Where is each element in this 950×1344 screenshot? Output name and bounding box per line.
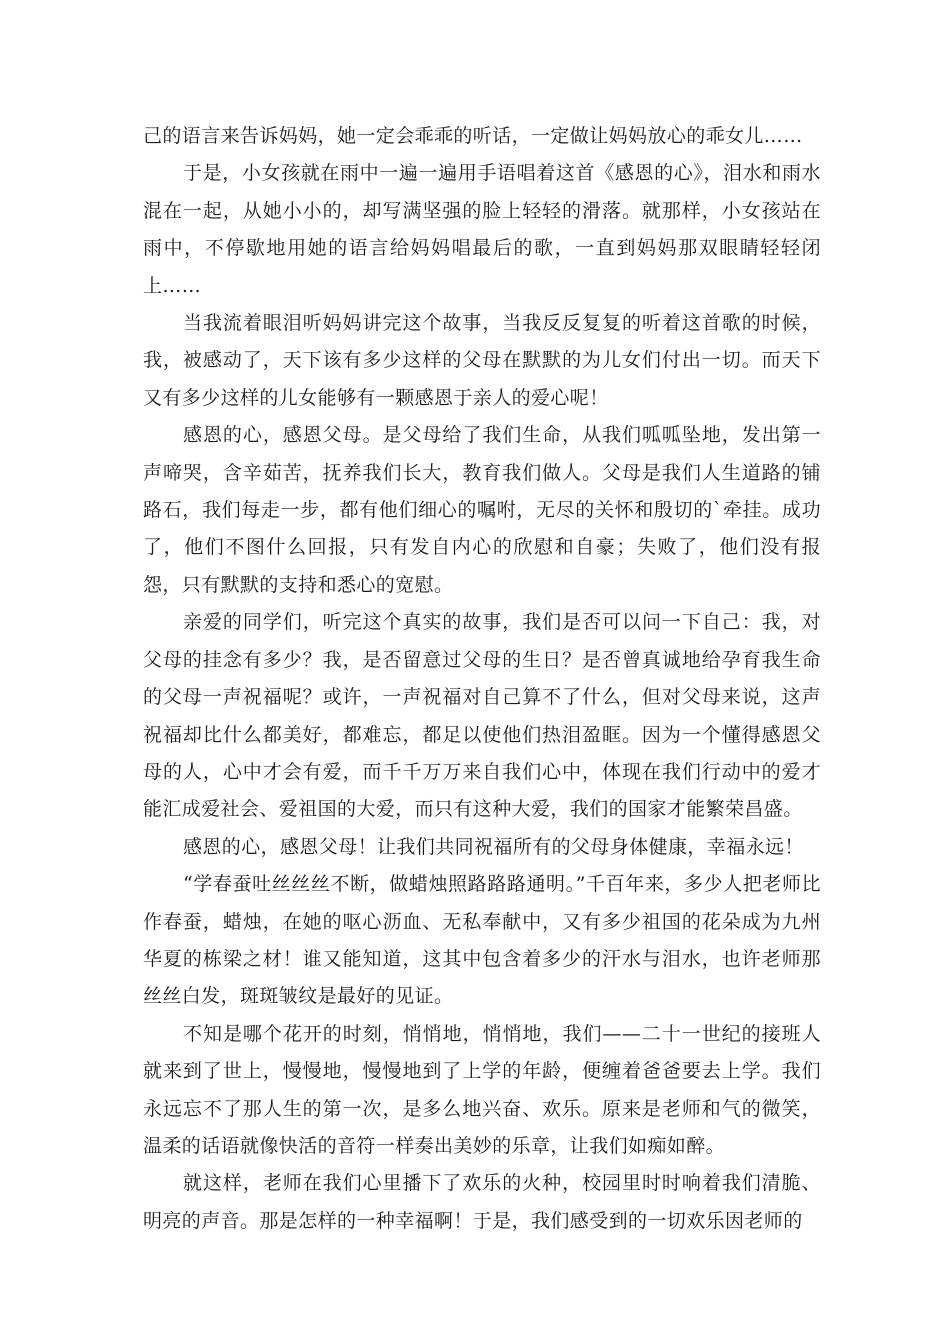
paragraph: 感恩的心，感恩父母！让我们共同祝福所有的父母身体健康，幸福永远！ — [183, 835, 804, 858]
document-body — [143, 118, 821, 1240]
paragraph: 亲爱的同学们，听完这个真实的故事，我们是否可以问一下自己：我，对父母的挂念有多少？我，是否留意过父母的生日？是否曾真诚地给孕育我生命的父母一声祝福呢？或许，一声祝福对自己算不了什么，但对父母来说，这声祝福却比什么都美好，都难忘，都足以使他们热泪盈眶。因为一个懂得感恩父母的人，心中才会有爱，而千千万万来自我们心中，体现在我们行动中的爱才能汇成爱社会、爱祖国的大爱，而只有这种大爱，我们的国家才能繁荣昌盛。 — [143, 611, 821, 821]
paragraph: 就这样，老师在我们心里播下了欢乐的火种，校园里时时响着我们清脆、明亮的声音。那是怎样的一种幸福啊！于是，我们感受到的一切欢乐因老师的 — [143, 1172, 821, 1232]
paragraph: 己的语言来告诉妈妈，她一定会乖乖的听话，一定做让妈妈放心的乖女儿…… — [143, 125, 803, 147]
paragraph: 感恩的心，感恩父母。是父母给了我们生命，从我们呱呱坠地，发出第一声啼哭，含辛茹苦，抚养我们长大，教育我们做人。父母是我们人生道路的铺路石，我们每走一步，都有他们细心的嘱咐，无尽的关怀和殷切的`牵挂。成功了，他们不图什么回报，只有发自内心的欣慰和自豪；失败了，他们没有报怨，只有默默的支持和悉心的宽慰。 — [143, 424, 821, 596]
paragraph: “学春蚕吐丝丝丝不断，做蜡烛照路路路通明。”千百年来，多少人把老师比作春蚕，蜡烛，在她的呕心沥血、无私奉献中，又有多少祖国的花朵成为九州华夏的栋梁之材！谁又能知道，这其中包含着多少的汗水与泪水，也许老师那丝丝白发，斑斑皱纹是最好的见证。 — [143, 873, 821, 1008]
paragraph: 于是，小女孩就在雨中一遍一遍用手语唱着这首《感恩的心》，泪水和雨水混在一起，从她小小的，却写满坚强的脸上轻轻的滑落。就那样，小女孩站在雨中，不停歇地用她的语言给妈妈唱最后的歌，一直到妈妈那双眼睛轻轻闭上…… — [143, 162, 821, 297]
paragraph: 当我流着眼泪听妈妈讲完这个故事，当我反反复复的听着这首歌的时候，我，被感动了，天下该有多少这样的父母在默默的为儿女们付出一切。而天下又有多少这样的儿女能够有一颗感恩于亲人的爱心呢！ — [143, 312, 821, 409]
paragraph: 不知是哪个花开的时刻，悄悄地，悄悄地，我们——二十一世纪的接班人就来到了世上，慢慢地，慢慢地到了上学的年龄，便缠着爸爸要去上学。我们永远忘不了那人生的第一次，是多么地兴奋、欢乐。原来是老师和气的微笑，温柔的话语就像快活的音符一样奏出美妙的乐章，让我们如痴如醉。 — [143, 1022, 821, 1157]
